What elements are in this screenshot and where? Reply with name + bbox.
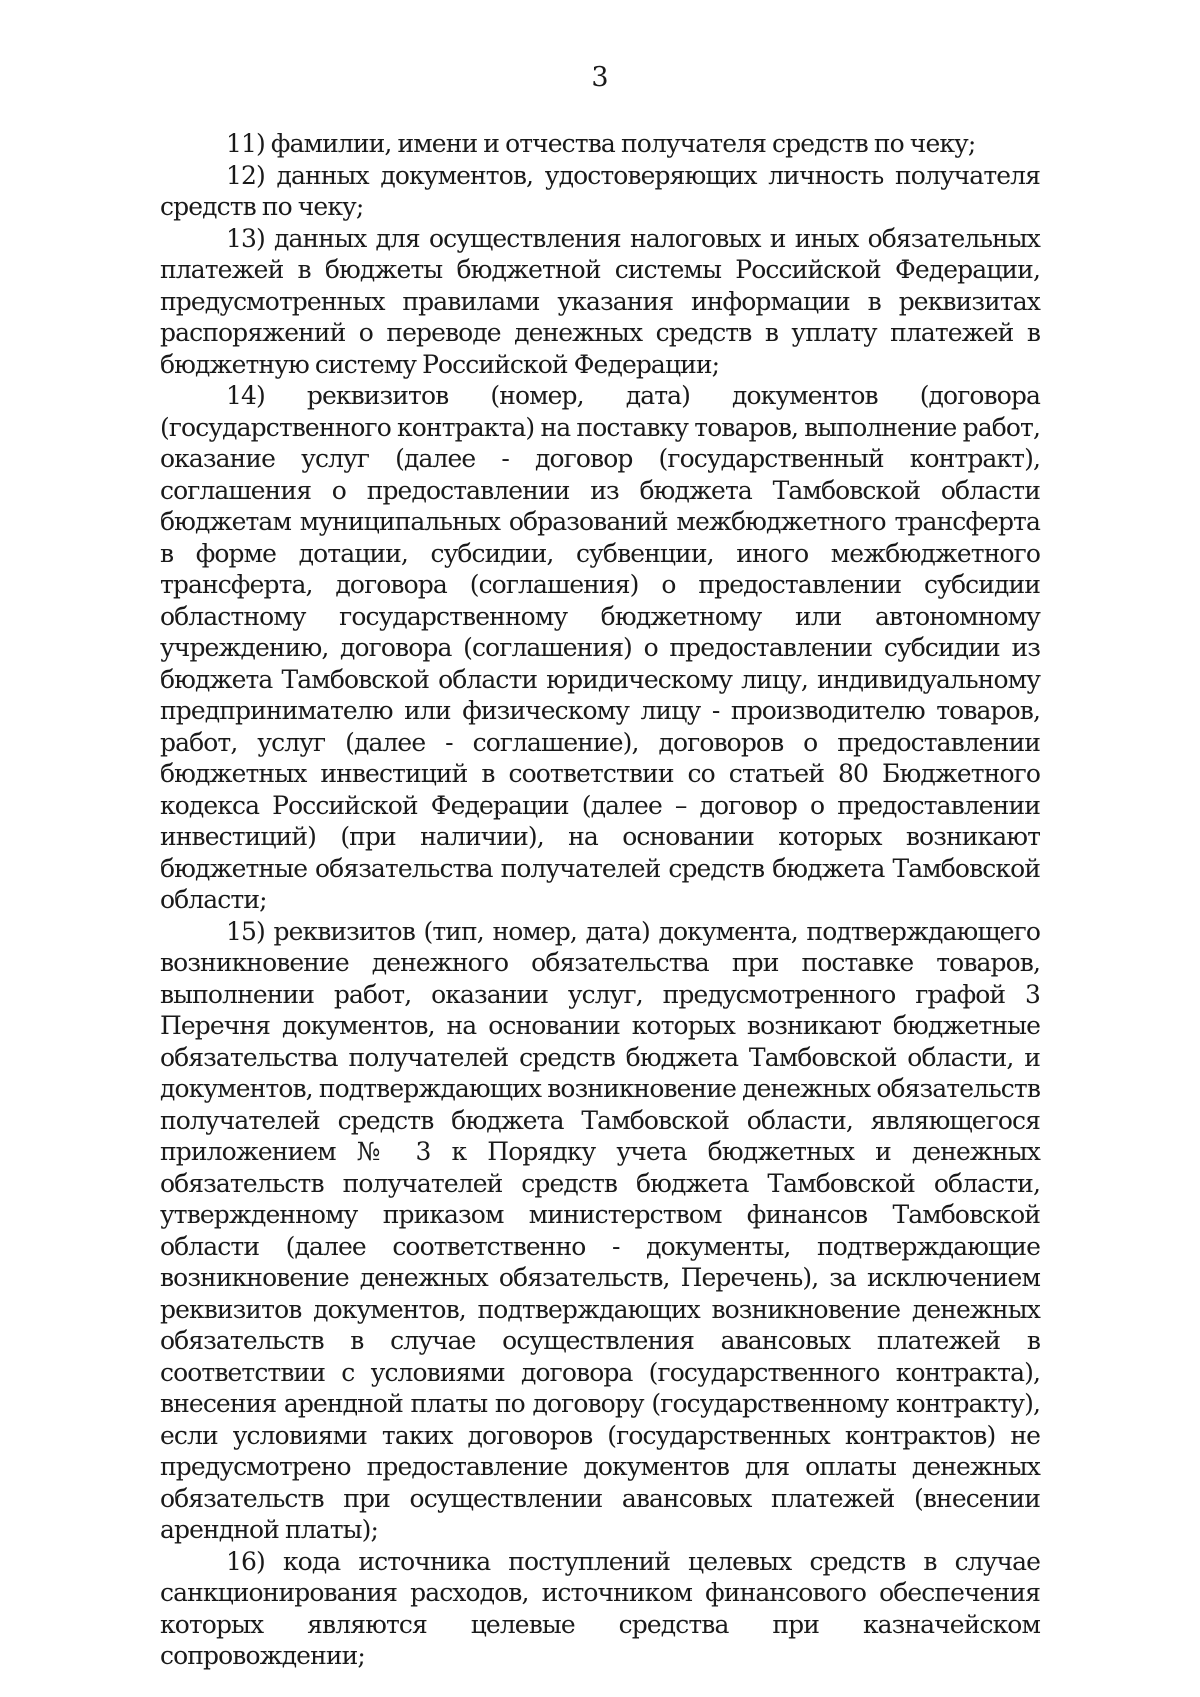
page-number: 3	[591, 62, 609, 93]
paragraph-item-11: 11) фамилии, имени и отчества получателя средств по чеку;	[226, 129, 976, 158]
paragraph-item-13: 13) данных для осуществления налоговых и иных обязательных платежей в бюджеты бюджетной системы Российской Федерации, предусмотренных правилами указания информации в реквизитах распоряжений о переводе денежных средств в уплату платежей в бюджетную систему Российской Федерации;	[160, 223, 1040, 379]
paragraph-item-15: 15) реквизитов (тип, номер, дата) документа, подтверждающего возникновение денежного обязательства при поставке товаров, выполнении работ, оказании услуг, предусмотренного графой 3 Перечня документов, на основании которых возникают бюджетные обязательства получателей средств бюджета Тамбовской области, и документов, подтверждающих возникновение денежных обязательств получателей средств бюджета Тамбовской области, являющегося приложением № 3 к Порядку учета бюджетных и денежных обязательств получателей средств бюджета Тамбовской области, утвержденному приказом министерством финансов Тамбовской области (далее соответственно - документы, подтверждающие возникновение денежных обязательств, Перечень), за исключением реквизитов документов, подтверждающих возникновение денежных обязательств в случае осуществления авансовых платежей в соответствии с условиями договора (государственного контракта), внесения арендной платы по договору (государственному контракту), если условиями таких договоров (государственных контрактов) не предусмотрено предоставление документов для оплаты денежных обязательств при осуществлении авансовых платежей (внесении арендной платы);	[160, 916, 1040, 1544]
document-body	[160, 128, 1040, 1672]
paragraph-item-16: 16) кода источника поступлений целевых средств в случае санкционирования расходов, источником финансового обеспечения которых являются целевые средства при казначейском сопровождении;	[160, 1546, 1040, 1670]
paragraph-item-14: 14) реквизитов (номер, дата) документов (договора (государственного контракта) на поставку товаров, выполнение работ, оказание услуг (далее - договор (государственный контракт), соглашения о предоставлении из бюджета Тамбовской области бюджетам муниципальных образований межбюджетного трансферта в форме дотации, субсидии, субвенции, иного межбюджетного трансферта, договора (соглашения) о предоставлении субсидии областному государственному бюджетному или автономному учреждению, договора (соглашения) о предоставлении субсидии из бюджета Тамбовской области юридическому лицу, индивидуальному предпринимателю или физическому лицу - производителю товаров, работ, услуг (далее - соглашение), договоров о предоставлении бюджетных инвестиций в соответствии со статьей 80 Бюджетного кодекса Российской Федерации (далее – договор о предоставлении инвестиций) (при наличии), на основании которых возникают бюджетные обязательства получателей средств бюджета Тамбовской области;	[160, 381, 1040, 914]
paragraph-item-12: 12) данных документов, удостоверяющих личность получателя средств по чеку;	[160, 160, 1040, 221]
